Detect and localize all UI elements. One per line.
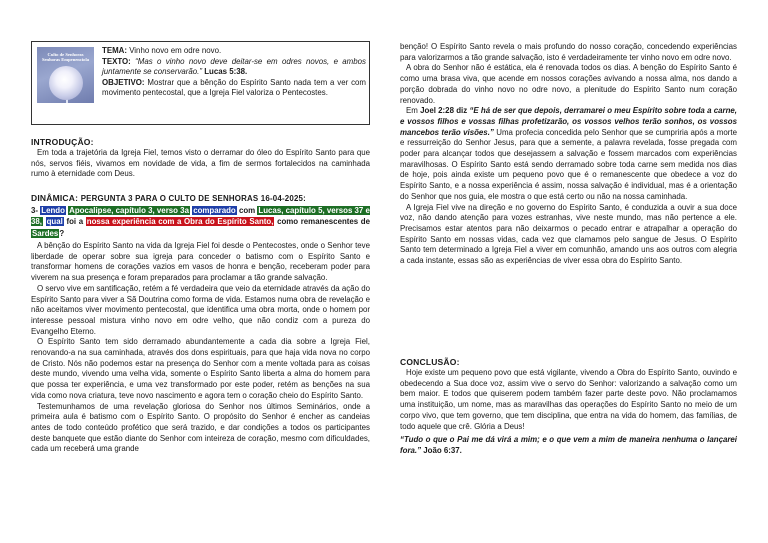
conclusao-ref: João 6:37.	[423, 445, 462, 455]
conclusao-heading: CONCLUSÃO:	[400, 357, 460, 367]
dinamica-heading: DINÂMICA:	[31, 193, 79, 203]
body-left-paragraph: O Espírito Santo tem sido derramado abundantemente a cada dia sobre a Igreja Fiel, renovando-a na sua caminhada, através dos dons espirituais, para que haja vida nova no corpo de Cristo. Nós não podemos estar na presença do Senhor com a mente voltada para as coisas deste mundo, vivendo uma velha vida, somente o Espírito Santo liberta a alma do homem para que possa ter experiência, e uma vez transformado por este poder, retém as benções na sua vida como nova criatura, teve novo nascimento e agora tem o coração cheio do Espírito Santo.	[31, 337, 370, 400]
dinamica-title: PERGUNTA 3 PARA O CULTO DE SENHORAS 16-04-2025:	[80, 194, 306, 203]
question-experiencia: nossa experiência com a Obra do Espírito Santo,	[86, 217, 274, 227]
introducao-heading: INTRODUÇÃO:	[31, 137, 94, 147]
conclusao-quote-line	[400, 435, 737, 456]
conclusao-section	[400, 357, 737, 457]
body-left-paragraph: O servo vive em santificação, retém a fé verdadeira que veio da eternidade através da ação do Espírito Santo para viver a Sã Doutrina como forma de vida. Estamos numa obra de revelação e não aceitamos viver movimento pentecostal, que identifica uma obra morta, onde o homem por interesse pessoal mistura vinho novo em odre velho, que não condiz com a pureza do Evangelho Eterno.	[31, 283, 370, 336]
body-right	[400, 42, 737, 267]
texto-quote: “Mas o vinho novo deve deitar-se em odres novos, e ambos juntamente se conservarão.”	[102, 56, 366, 77]
body-right-p3	[400, 106, 737, 202]
body-left	[31, 241, 370, 455]
introducao-section	[31, 137, 370, 180]
header-box	[31, 41, 370, 125]
tema-text: Vinho novo em odre novo.	[129, 46, 222, 55]
objetivo-line	[102, 78, 366, 99]
question-ref-lucas: Lucas, capítulo 5, versos 37 e 38,	[31, 206, 370, 227]
introducao-text: Em toda a trajetória da Igreja Fiel, temos visto o derramar do óleo do Espírito Santo para que nós, servos fiéis, vivamos em novidade de vida, a fim de sermos fortalecidos na caminhada rumo à eternidade com Deus.	[31, 148, 370, 179]
dinamica-question	[31, 205, 370, 239]
question-word-comparado: comparado	[193, 206, 236, 215]
question-word-qual: qual	[46, 217, 63, 227]
question-word-sardes: Sardes	[32, 228, 59, 238]
header-text	[102, 46, 366, 99]
question-mark: ?	[59, 228, 65, 238]
question-word-com: com	[238, 206, 256, 215]
body-left-paragraph: A bênção do Espírito Santo na vida da Igreja Fiel foi desde o Pentecostes, onde o Senhor teve liberdade de operar sobre sua igreja para conceder o batismo com o Espírito Santo e transformar homens de corações vazios em vasos de honra e benção, receberam poder para viverem na sua presença e foram preparados para proclamar a tão grande salvação.	[31, 241, 370, 283]
texto-line	[102, 57, 366, 78]
p3-quote: “E há de ser que depois, derramarei o meu Espírito sobre toda a carne, e vossos filhos e vossas filhas profetizarão, os vossos velhos terão sonhos, os vossos mancebos terão visões.”	[400, 106, 737, 137]
question-remanescentes: como remanescentes de	[277, 217, 371, 227]
rose-flower	[49, 66, 83, 100]
cover-subtitle: Senhoras Empenenciola	[41, 57, 90, 63]
question-word-lendo: Lendo	[41, 206, 65, 215]
objetivo-text: Mostrar que a bênção do Espírito Santo nada tem a ver com movimento pentecostal, que a Igreja Fiel valoriza o Pentecostes.	[102, 77, 366, 98]
tema-label: TEMA:	[102, 46, 127, 55]
dinamica-title-line	[31, 193, 370, 204]
p3-rest: Uma profecia concedida pelo Senhor que se cumpriria após a morte e ressurreição do Senhor Jesus, para que a semente, a palavra revelada, fosse pregada com poder para alcançar todos que desejassem a salvação e fossem marcados com experiências maravilhosas. O Espírito Santo está sendo derramado sobre toda carne sem medida nos dias de hoje, pois ainda existe um pequeno povo que é o remanescente que obedece a voz do Espírito Santo, e a nossa experiência é assim, nossa salvação é individual, mas é a orientação do Senhor que nos guia, ele mostra o que está certo ou não na nossa caminhada.	[400, 127, 737, 201]
conclusao-text: Hoje existe um pequeno povo que está vigilante, vivendo a Obra do Espírito Santo, ouvindo e obedecendo a Sua doce voz, assim vive o servo do Senhor: valorizando a salvação como um bem maior. E todos que quiserem podem também fazer parte deste povo. Não proclamamos uma instituição, um nome, mas as maravilhas das operações do Espírito Santo no meio de um corpo vivo, que tem governo, que tem disciplina, que entra na vida do homem, das famílias, de todo aquele que crê. Glória a Deus!	[400, 368, 737, 431]
question-word-foi: foi a	[66, 217, 84, 227]
cover-title: Culto de Senhoras	[47, 52, 84, 57]
tema-line	[102, 46, 366, 57]
body-right-p4: A Igreja Fiel vive na direção e no governo do Espírito Santo, é conduzida a ouvir a sua doce voz, não dando atenção para vozes estranhas, vive neste mundo, mas não pertence a ele. Precisamos estar atentos para não deixarmos o pecado entrar e atrapalhar a operação do Espírito Santo em nossas vidas, cada vez que clamamos pelo sangue de Jesus. O Espírito Santo tem determinado a Igreja Fiel a viver em comunhão, amando uns aos outros com alegria a cada instante, essas são as experiências de viver essa obra do Espírito Santo.	[400, 202, 737, 266]
texto-label: TEXTO:	[102, 56, 131, 66]
texto-ref: Lucas 5:38.	[204, 67, 248, 77]
dinamica-section	[31, 193, 370, 239]
objetivo-label: OBJETIVO:	[102, 77, 145, 87]
p3-ref: Joel 2:28 diz	[420, 106, 468, 116]
p3-lead: Em	[406, 106, 418, 116]
question-number: 3-	[31, 206, 39, 215]
body-right-p2: A obra do Senhor não é estática, ela é renovada todos os dias. A benção do Espírito Santo é como uma brasa viva, que acende em nossos corações avivando a nossa alma, nos dando a porção dobrada do vinho novo no odre novo, a plenitude do Espírito Santo num coração renovado.	[400, 63, 737, 105]
cover-image	[37, 47, 94, 103]
question-ref-apocalipse: Apocalipse, capítulo 3, verso 3a	[69, 206, 189, 215]
body-left-paragraph: Testemunhamos de uma revelação gloriosa do Senhor nos últimos Seminários, onde a primeira aula é batismo com o Espírito Santo. O propósito do Senhor é encher as candeias antes de todo conteúdo profético que será trazido, e dar condições a todos os participantes deste banquete que estão diante do Senhor com inteireza de coração, mesmo com dificuldades, cada um receberá uma grande	[31, 401, 370, 454]
conclusao-quote: “Tudo o que o Pai me dá virá a mim; e o que vem a mim de maneira nenhuma o lançarei fora.”	[400, 435, 737, 455]
body-right-p1: benção! O Espírito Santo revela o mais profundo do nosso coração, concedendo experiências para valorizarmos a tão grande salvação, isto é verdadeiramente ter vinho novo em odre novo.	[400, 42, 737, 62]
